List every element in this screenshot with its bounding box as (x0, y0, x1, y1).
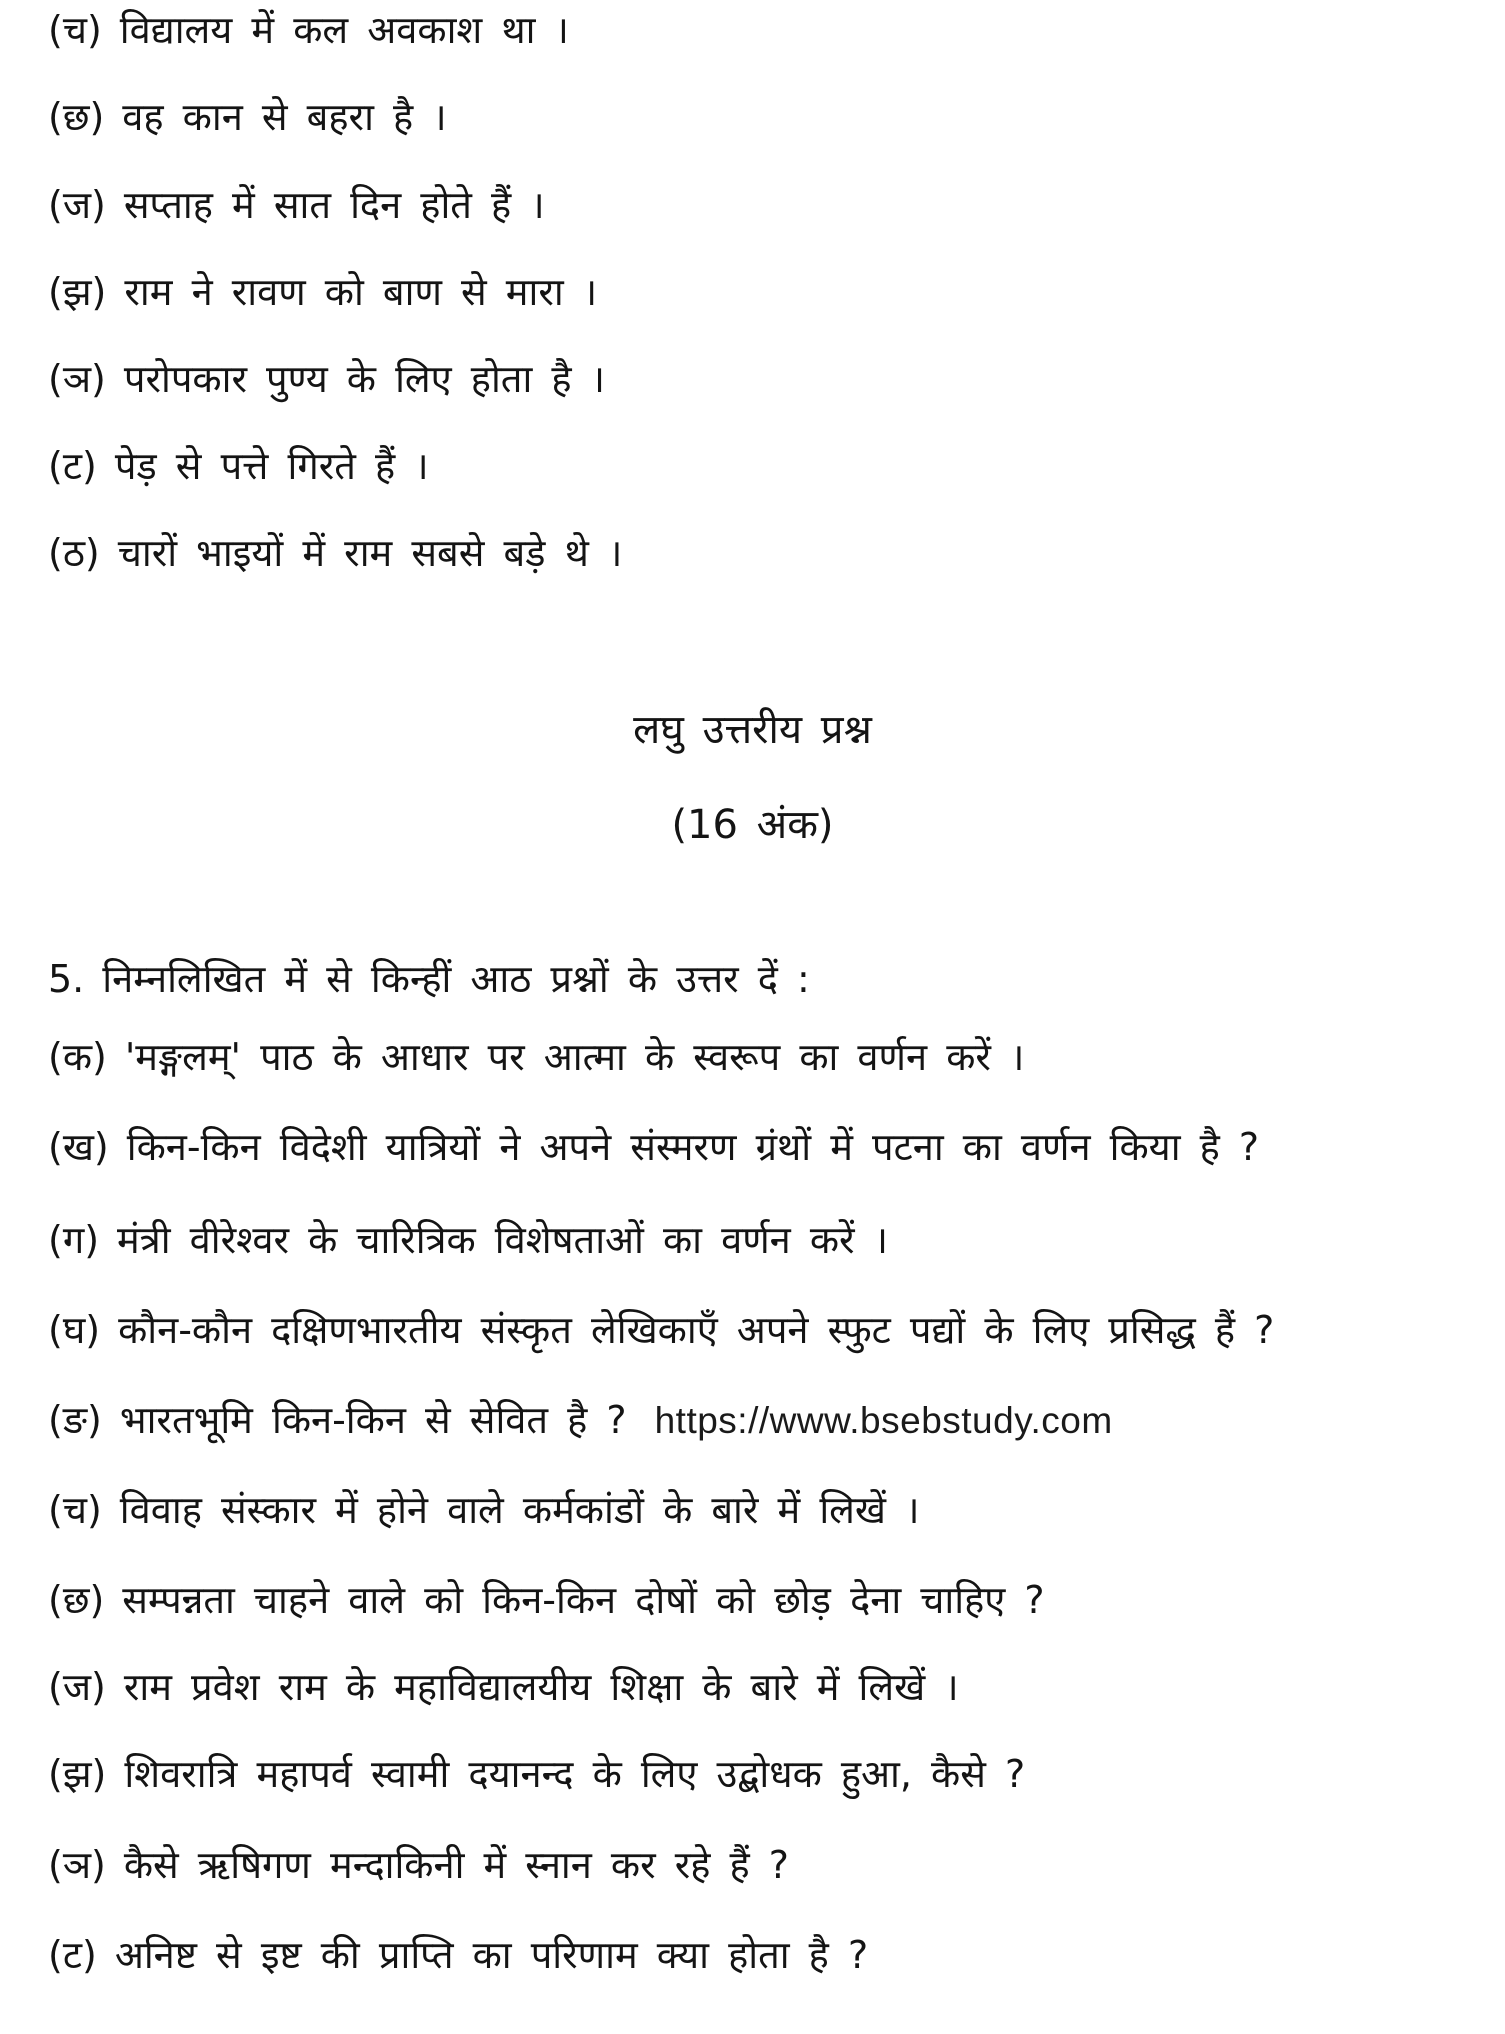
question-line (48, 270, 597, 316)
item-marker: (ञ) (48, 1843, 106, 1887)
item-marker: (घ) (48, 1308, 101, 1352)
question-line (48, 1488, 920, 1534)
item-marker: (छ) (48, 95, 105, 139)
item-marker: (क) (48, 1035, 107, 1079)
item-marker: (ट) (48, 444, 97, 488)
question-line (48, 531, 622, 577)
item-text: कैसे ऋषिगण मन्दाकिनी में स्नान कर रहे हैं ? (123, 1843, 789, 1887)
item-marker: (च) (48, 8, 102, 52)
item-text: 'मङ्गलम्' पाठ के आधार पर आत्मा के स्वरूप का वर्णन करें । (124, 1035, 1025, 1079)
item-marker: (ख) (48, 1125, 109, 1169)
question-line (48, 357, 605, 403)
item-text: राम प्रवेश राम के महाविद्यालयीय शिक्षा के बारे में लिखें । (123, 1665, 959, 1709)
item-marker: (च) (48, 1488, 102, 1532)
item-text: विवाह संस्कार में होने वाले कर्मकांडों के बारे में लिखें । (119, 1488, 920, 1532)
question-line (48, 1578, 1045, 1624)
item-text: विद्यालय में कल अवकाश था । (119, 8, 569, 52)
item-text: पेड़ से पत्ते गिरते हैं । (114, 444, 429, 488)
item-text: मंत्री वीरेश्वर के चारित्रिक विशेषताओं का वर्णन करें । (117, 1218, 889, 1262)
item-marker: (झ) (48, 1752, 107, 1796)
item-text: वह कान से बहरा है । (122, 95, 447, 139)
item-text: भारतभूमि किन-किन से सेवित है ? (119, 1398, 627, 1442)
instruction-text: निम्नलिखित में से किन्हीं आठ प्रश्नों के उत्तर दें : (102, 957, 810, 1001)
item-marker: (ज) (48, 183, 106, 227)
item-marker: (ठ) (48, 531, 100, 575)
item-text: कौन-कौन दक्षिणभारतीय संस्कृत लेखिकाएँ अपने स्फुट पद्यों के लिए प्रसिद्ध हैं ? (118, 1308, 1275, 1352)
question-line (48, 1398, 1113, 1444)
item-marker: (ज) (48, 1665, 106, 1709)
question-5-instruction (48, 957, 810, 1003)
item-marker: (ञ) (48, 357, 106, 401)
item-text: अनिष्ट से इष्ट की प्राप्ति का परिणाम क्या होता है ? (114, 1933, 869, 1977)
question-line (48, 183, 545, 229)
item-text: राम ने रावण को बाण से मारा । (124, 270, 598, 314)
question-line (48, 1752, 1025, 1798)
question-line (48, 444, 429, 490)
item-text: परोपकार पुण्य के लिए होता है । (123, 357, 606, 401)
item-marker: (ग) (48, 1218, 100, 1262)
item-text: किन-किन विदेशी यात्रियों ने अपने संस्मरण ग्रंथों में पटना का वर्णन किया है ? (126, 1125, 1260, 1169)
item-text: चारों भाइयों में राम सबसे बड़े थे । (117, 531, 623, 575)
question-line (48, 8, 569, 54)
item-text: सप्ताह में सात दिन होते हैं । (123, 183, 545, 227)
question-line (48, 1665, 959, 1711)
question-line (48, 1308, 1274, 1354)
item-text: सम्पन्नता चाहने वाले को किन-किन दोषों को छोड़ देना चाहिए ? (122, 1578, 1045, 1622)
question-line (48, 95, 447, 141)
question-line (48, 1218, 888, 1264)
item-text: शिवरात्रि महापर्व स्वामी दयानन्द के लिए उद्बोधक हुआ, कैसे ? (124, 1752, 1026, 1796)
question-line (48, 1933, 868, 1979)
question-line (48, 1125, 1259, 1171)
watermark-url: https://www.bsebstudy.com (654, 1400, 1113, 1441)
item-marker: (झ) (48, 270, 107, 314)
item-marker: (छ) (48, 1578, 105, 1622)
section-marks: (16 अंक) (671, 802, 834, 848)
item-marker: (ङ) (48, 1398, 102, 1442)
question-number: 5. (48, 957, 85, 1001)
item-marker: (ट) (48, 1933, 97, 1977)
question-line (48, 1035, 1024, 1081)
question-line (48, 1843, 789, 1889)
section-title: लघु उत्तरीय प्रश्न (633, 707, 872, 753)
